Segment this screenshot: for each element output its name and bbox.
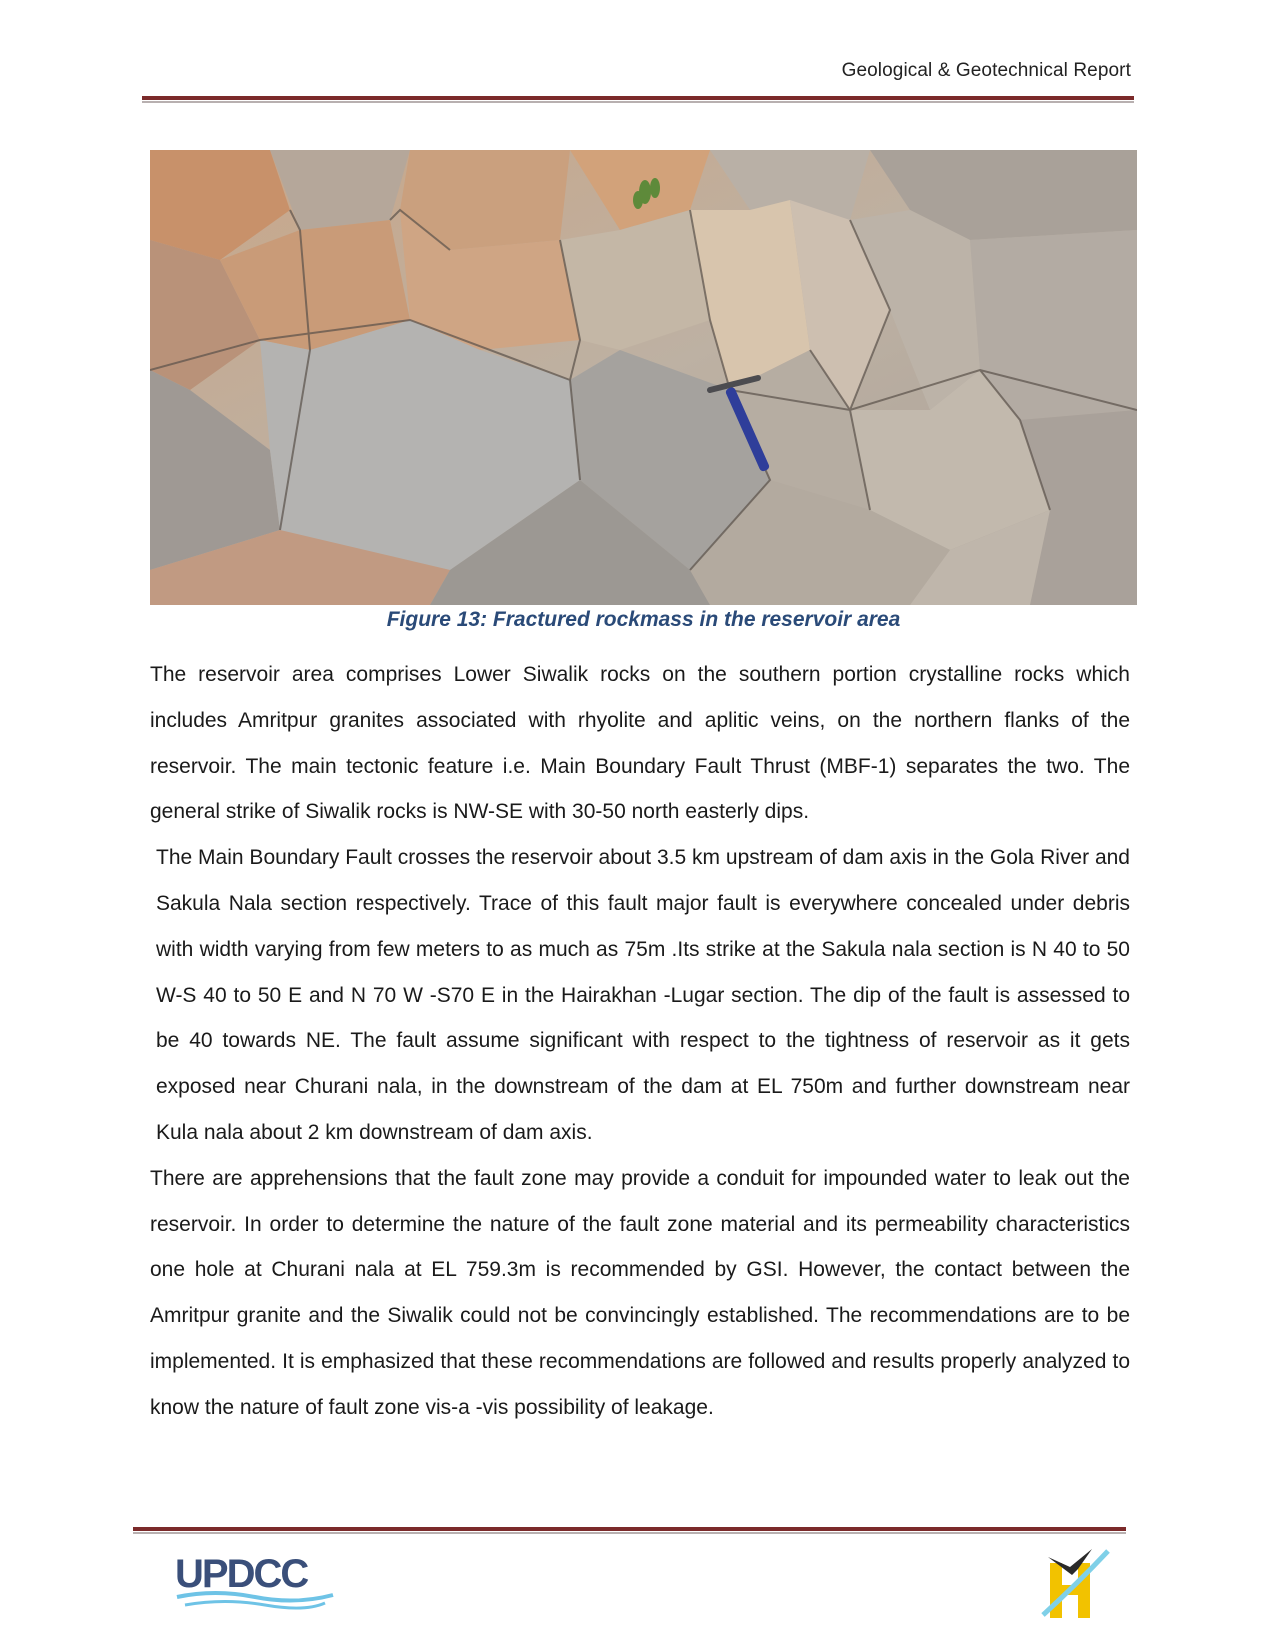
bird-h-logo-icon [1028, 1543, 1118, 1623]
updcc-logo-text: UPDCC [175, 1552, 308, 1596]
rock-photo-illustration [150, 150, 1137, 605]
header-title: Geological & Geotechnical Report [841, 60, 1131, 81]
figure-photo-fractured-rockmass [150, 150, 1137, 605]
footer-divider [133, 1527, 1126, 1535]
figure-caption: Figure 13: Fractured rockmass in the reservoir area [386, 608, 901, 631]
header-divider [142, 96, 1134, 104]
updcc-logo [175, 1545, 335, 1615]
body-text [150, 652, 1130, 1431]
paragraph-1: The reservoir area comprises Lower Siwalik rocks on the southern portion crystalline rocks which includes Amritpur granites associated with rhyolite and aplitic veins, on the northern flanks of the reservoir. The main tectonic feature i.e. Main Boundary Fault Thrust (MBF-1) separates the two. The general strike of Siwalik rocks is NW-SE with 30-50 north easterly dips. [150, 663, 1130, 824]
paragraph-2: The Main Boundary Fault crosses the reservoir about 3.5 km upstream of dam axis in the Gola River and Sakula Nala section respectively. Trace of this fault major fault is everywhere concealed under debris with width varying from few meters to as much as 75m .Its strike at the Sakula nala section is N 40 to 50 W-S 40 to 50 E and N 70 W -S70 E in the Hairakhan -Lugar section. The dip of the fault is assessed to be 40 towards NE. The fault assume significant with respect to the tightness of reservoir as it gets exposed near Churani nala, in the downstream of the dam at EL 750m and further downstream near Kula nala about 2 km downstream of dam axis. [156, 846, 1130, 1144]
paragraph-3: There are apprehensions that the fault zone may provide a conduit for impounded water to leak out the reservoir. In order to determine the nature of the fault zone material and its permeability characteristics one hole at Churani nala at EL 759.3m is recommended by GSI. However, the contact between the Amritpur granite and the Siwalik could not be convincingly established. The recommendations are to be implemented. It is emphasized that these recommendations are followed and results properly analyzed to know the nature of fault zone vis-a -vis possibility of leakage. [150, 1166, 1130, 1419]
